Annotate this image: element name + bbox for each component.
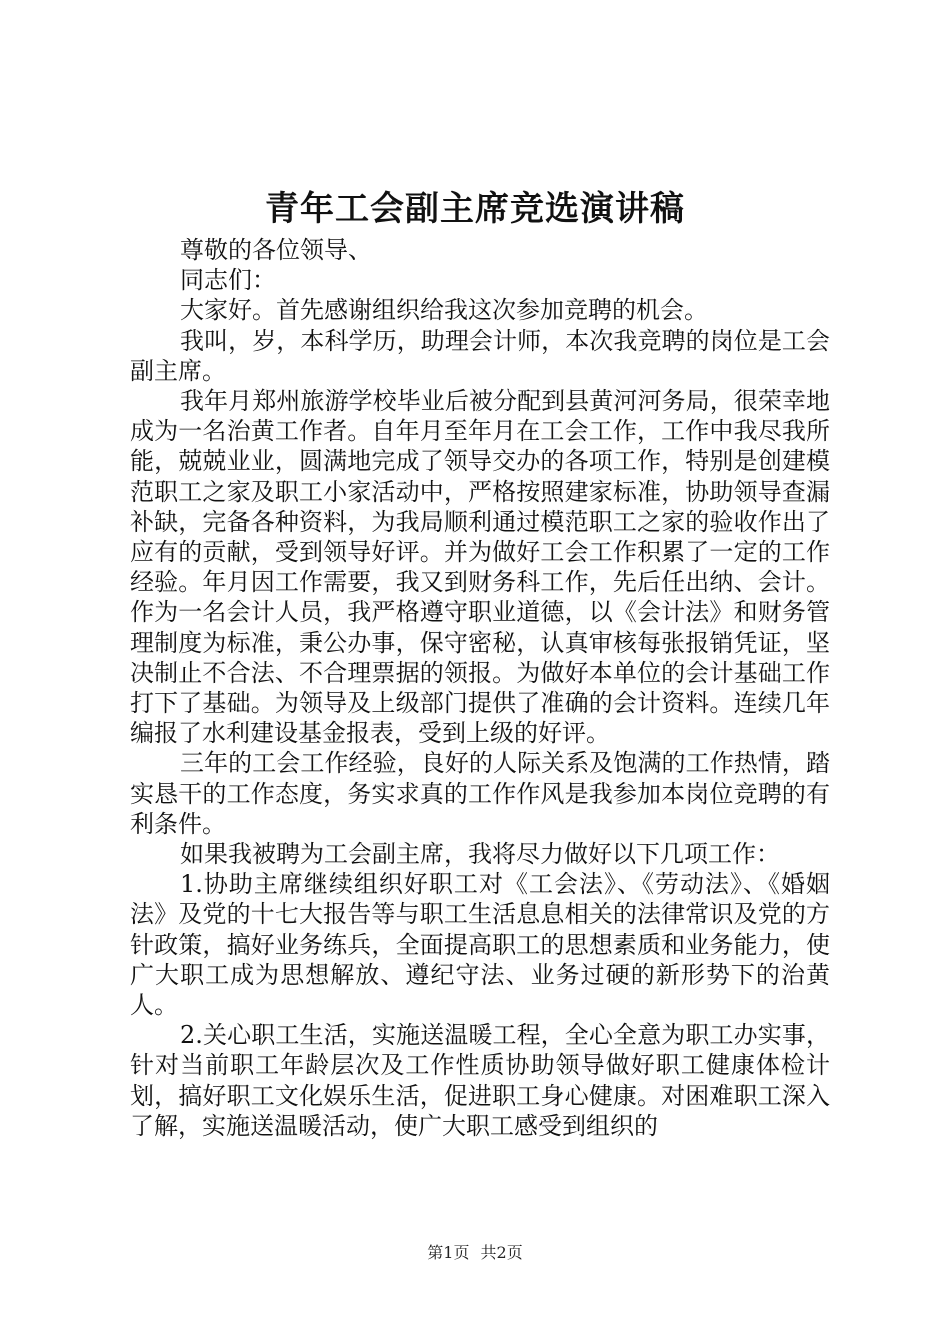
paragraph: 我年月郑州旅游学校毕业后被分配到县黄河河务局，很荣幸地成为一名治黄工作者。自年月至年月在工会工作，工作中我尽我所能，兢兢业业，圆满地完成了领导交办的各项工作，特别是创建模范职工之家及职工小家活动中，严格按照建家标准，协助领导查漏补缺，完备各种资料，为我局顺利通过模范职工之家的验收作出了应有的贡献，受到领导好评。并为做好工会工作积累了一定的工作经验。年月因工作需要，我又到财务科工作，先后任出纳、会计。作为一名会计人员，我严格遵守职业道德，以《会计法》和财务管理制度为标准，秉公办事，保守密秘，认真审核每张报销凭证，坚决制止不合法、不合理票据的领报。为做好本单位的会计基础工作打下了基础。为领导及上级部门提供了准确的会计资料。连续几年编报了水利建设基金报表，受到上级的好评。 xyxy=(130,387,830,748)
page-number: 第1页 xyxy=(427,1243,470,1262)
paragraph: 我叫，岁，本科学历，助理会计师，本次我竞聘的岗位是工会副主席。 xyxy=(130,326,830,385)
paragraph: 同志们： xyxy=(180,266,276,295)
page-total: 共2页 xyxy=(480,1243,523,1262)
paragraph: 1.协助主席继续组织好职工对《工会法》、《劳动法》、《婚姻法》及党的十七大报告等与职工生活息息相关的法律常识及党的方针政策，搞好业务练兵，全面提高职工的思想素质和业务能力，使广大职工成为思想解放、遵纪守法、业务过硬的新形势下的治黄人。 xyxy=(130,870,830,1020)
document-body xyxy=(130,235,830,1141)
document-title: 青年工会副主席竞选演讲稿 xyxy=(265,189,685,229)
paragraph: 三年的工会工作经验，良好的人际关系及饱满的工作热情，踏实恳干的工作态度，务实求真的工作作风是我参加本岗位竞聘的有利条件。 xyxy=(130,749,830,838)
paragraph: 尊敬的各位领导、 xyxy=(180,236,372,264)
paragraph: 大家好。首先感谢组织给我这次参加竞聘的机会。 xyxy=(180,296,708,325)
paragraph: 2.关心职工生活，实施送温暖工程，全心全意为职工办实事，针对当前职工年龄层次及工作性质协助领导做好职工健康体检计划，搞好职工文化娱乐生活，促进职工身心健康。对困难职工深入了解，实施送温暖活动，使广大职工感受到组织的 xyxy=(130,1021,830,1140)
page-footer xyxy=(0,1240,950,1263)
paragraph: 如果我被聘为工会副主席，我将尽力做好以下几项工作： xyxy=(180,840,780,869)
